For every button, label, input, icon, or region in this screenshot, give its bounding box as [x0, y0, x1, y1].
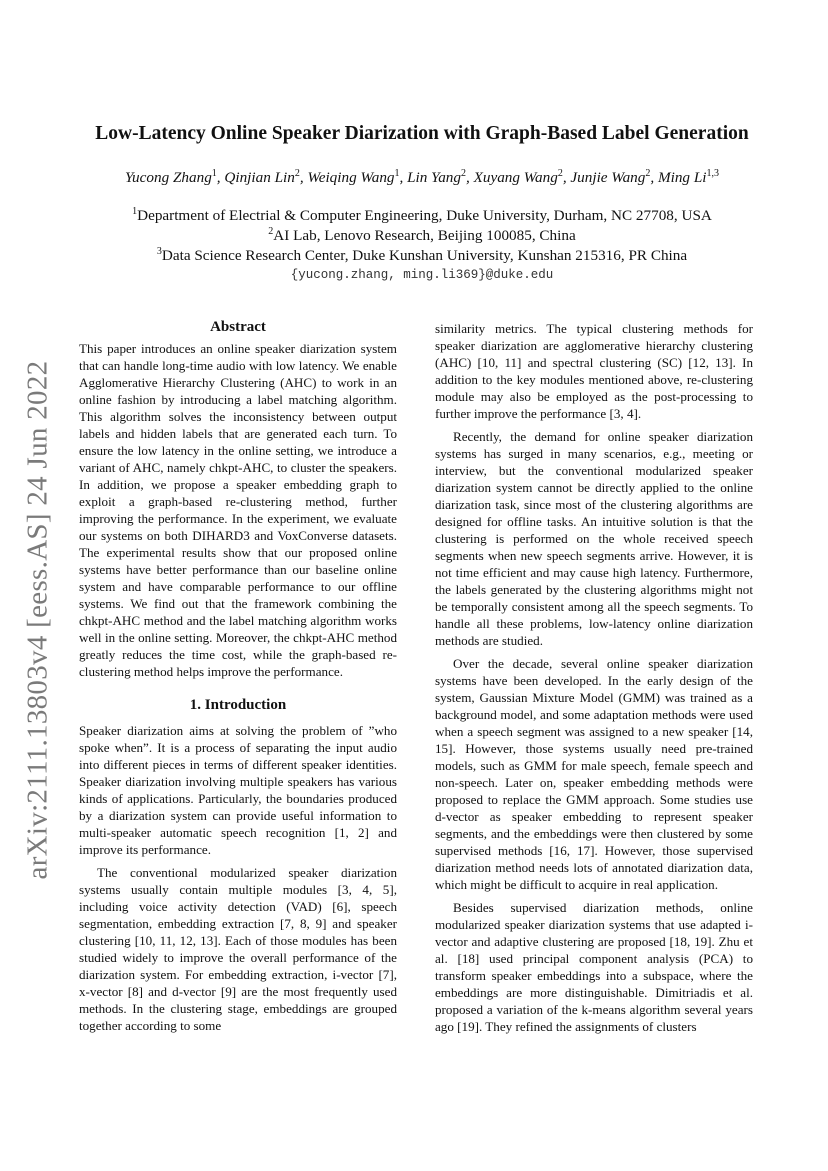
author-list: Yucong Zhang$^1$, Qinjian Lin$^2$, Weiqing Wang$^1$, Lin Yang$^2$, Xuyang Wang$^2$, Junjie Wang$^2$, Ming Li$^{1,3}$	[125, 168, 719, 187]
affiliation-line	[60, 246, 784, 265]
affiliation-line	[60, 226, 784, 245]
body-paragraph: Over the decade, several online speaker diarization systems have been developed. In the early design of the system, Gaussian Mixture Model (GMM) was trained as a background model, and some adaptation methods were used when a speech segment was assigned to a new speaker [14, 15]. However, those systems usually need pre-trained models, such as GMM for male speech, female speech and non-speech. Later on, speaker embedding methods were proposed to replace the GMM approach. Some studies use d-vector as speaker embedding to represent speaker segments, and the embeddings were then clustered by some supervised methods [16, 17]. However, those supervised diarization method needs lots of annotated diarization data, which might be difficult to acquire in real application.	[435, 656, 753, 892]
paper-title: Low-Latency Online Speaker Diarization with Graph-Based Label Generation	[95, 123, 749, 144]
author-affiliation-mark: 1,3	[706, 168, 719, 179]
arxiv-identifier	[18, 360, 58, 880]
author-name: Weiqing Wang	[307, 169, 395, 187]
affiliation-mark: 3	[156, 246, 162, 257]
abstract-heading: Abstract	[210, 319, 266, 335]
author-name: Xuyang Wang	[473, 169, 558, 187]
left-column	[79, 318, 397, 1040]
affiliation-text: Data Science Research Center, Duke Kunshan University, Kunshan 215316, PR China	[161, 247, 688, 265]
body-paragraph: similarity metrics. The typical clustering methods for speaker diarization are agglomerative hierarchy clustering (AHC) [10, 11] and spectral clustering (SC) [12, 13]. In addition to the key modules mentioned above, re-clustering module may also be employed as the post-processing to further improve the performance [3, 4].	[435, 321, 753, 421]
author-affiliation-mark: 1	[211, 168, 217, 179]
body-paragraph: The conventional modularized speaker diarization systems usually contain multiple modules [3, 4, 5], including voice activity detection (VAD) [6], speech segmentation, embedding extraction [7, 8, 9] and speaker clustering [10, 11, 12, 13]. Each of those modules has been studied widely to improve the overall performance of the diarization system. For embedding extraction, i-vector [7], x-vector [8] and d-vector [9] are the most frequently used methods. In the clustering stage, embeddings are grouped together according to some	[79, 865, 397, 1033]
author-affiliation-mark: 2	[461, 168, 466, 179]
author-name: Junjie Wang	[570, 169, 646, 187]
body-paragraph: Besides supervised diarization methods, online modularized speaker diarization systems that use adapted i-vector and adaptive clustering are proposed [18, 19]. Zhu et al. [18] used principal component analysis (PCA) to transform speaker embeddings into a subspace, where the embeddings are more distinguishable. Dimitriadis et al. proposed a variation of the k-means algorithm several years ago [19]. They refined the assignments of clusters	[435, 900, 753, 1034]
author-emails: {yucong.zhang, ming.li369}@duke.edu	[290, 268, 554, 282]
section-heading-introduction: 1. Introduction	[189, 697, 287, 713]
author-affiliation-mark: 1	[394, 168, 400, 179]
author-affiliation-mark: 2	[557, 168, 563, 179]
affiliation-line	[60, 206, 784, 225]
affiliation-mark: 2	[268, 226, 274, 237]
author-name: Qinjian Lin	[224, 169, 295, 187]
author-affiliation-mark: 2	[294, 168, 300, 179]
abstract-paragraph: This paper introduces an online speaker diarization system that can handle long-time audio with low latency. We enable Agglomerative Hierarchy Clustering (AHC) to work in an online fashion by introducing a label matching algorithm. This algorithm solves the inconsistency between output labels and hidden labels that are generated each turn. To ensure the low latency in the online setting, we introduce a variant of AHC, namely chkpt-AHC, to cluster the speakers. In addition, we propose a speaker embedding graph to exploit a graph-based re-clustering method, further improving the performance. In the experiment, we evaluate our systems on both DIHARD3 and VoxConverse datasets. The experimental results show that our proposed online systems have better performance than our baseline online system and have comparable performance to our offline systems. We find out that the framework combining the chkpt-AHC method and the label matching algorithm works well in the online setting. Moreover, the chkpt-AHC method greatly reduces the time cost, while the graph-based re-clustering method helps improve the performance.	[79, 341, 397, 679]
author-affiliation-mark: 2	[645, 168, 651, 179]
affiliation-text: Department of Electrial & Computer Engineering, Duke University, Durham, NC 27708, USA	[137, 207, 712, 225]
author-name: Yucong Zhang	[125, 169, 212, 187]
affiliation-mark: 1	[132, 206, 138, 217]
affiliation-text: AI Lab, Lenovo Research, Beijing 100085, China	[273, 227, 576, 245]
right-column	[435, 320, 753, 1041]
arxiv-identifier-text: arXiv:2111.13803v4 [eess.AS] 24 Jun 2022	[21, 360, 54, 880]
author-name: Ming Li	[657, 169, 707, 187]
body-paragraph: Speaker diarization aims at solving the problem of ”who spoke when”. It is a process of separating the input audio into different pieces in terms of different speaker identities. Speaker diarization involving multiple speakers has various kinds of applications. Particularly, the boundaries produced by a diarization system can provide useful information to multi-speaker automatic speech recognition [1, 2] and improve its performance.	[79, 723, 397, 857]
author-name: Lin Yang	[407, 169, 461, 187]
body-paragraph: Recently, the demand for online speaker diarization systems has surged in many scenarios, e.g., meeting or interview, but the conventional modularized speaker diarization system cannot be directly applied to the online diarization task, since most of the clustering algorithms are designed for offline tasks. An intuitive solution is that the clustering is performed on the whole received speech segments when new speech segments arrive. However, it is not time efficient and may cause high latency. Furthermore, the labels generated by the clustering algorithms might not be temporally consistent among all the speech segments. To handle all these problems, low-latency online diarization methods are studied.	[435, 429, 753, 648]
